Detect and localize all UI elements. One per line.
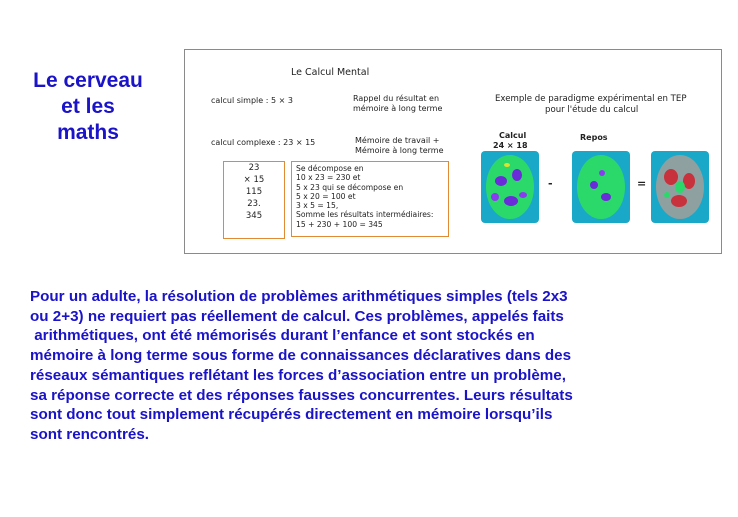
decomposition-line: Somme les résultats intermédiaires: <box>296 210 434 220</box>
recall-label-2: mémoire à long terme <box>353 104 443 113</box>
rest-scan-label: Repos <box>580 133 608 142</box>
decomposition-line: 3 x 5 = 15, <box>296 201 339 211</box>
calc-brain-scan-image <box>481 151 539 223</box>
multiplication-box <box>223 161 285 239</box>
decomposition-line: 15 + 230 + 100 = 345 <box>296 219 383 229</box>
paragraph-line: sont donc tout simplement récupérés directement en mémoire lorsqu’ils <box>30 406 553 424</box>
multiplication-line: 115 <box>245 187 263 197</box>
figure-heading: Le Calcul Mental <box>291 67 370 78</box>
paragraph-line: mémoire à long terme sous forme de connaissances déclaratives dans des <box>30 347 572 365</box>
minus-sign: - <box>548 177 553 190</box>
calc-scan-label-1: Calcul <box>499 131 527 140</box>
paragraph-line: sont rencontrés. <box>30 425 149 443</box>
simple-calc-label: calcul simple : 5 × 3 <box>211 96 293 105</box>
multiplication-line: 23. <box>247 199 261 209</box>
recall-label-1: Rappel du résultat en <box>353 94 440 103</box>
working-memory-label-2: Mémoire à long terme <box>355 146 444 155</box>
decomposition-line: 10 x 23 = 230 et <box>296 173 361 183</box>
decomposition-line: Se décompose en <box>296 164 364 173</box>
decomposition-line: 5 x 23 qui se décompose en <box>296 182 404 192</box>
paragraph-line: Pour un adulte, la résolution de problèmes arithmétiques simples (tels 2x3 <box>30 288 568 305</box>
multiplication-line: 23 <box>248 163 260 173</box>
working-memory-label-1: Mémoire de travail + <box>355 136 440 145</box>
body-paragraph <box>30 287 720 445</box>
calc-scan-label-2: 24 × 18 <box>493 141 528 150</box>
slide-title <box>18 68 158 146</box>
decomposition-line: 5 x 20 = 100 et <box>296 191 356 201</box>
mental-calculation-figure <box>184 49 722 254</box>
complex-calc-label: calcul complexe : 23 × 15 <box>211 138 316 147</box>
title-line: maths <box>57 121 119 144</box>
paragraph-line: arithmétiques, ont été mémorisés durant l’enfance et sont stockés en <box>30 327 535 345</box>
multiplication-line: × 15 <box>243 175 265 185</box>
paragraph-line: ou 2+3) ne requiert pas réellement de calcul. Ces problèmes, appelés faits <box>30 307 564 325</box>
tep-title-2: pour l'étude du calcul <box>545 105 639 115</box>
multiplication-line: 345 <box>245 211 263 221</box>
title-line: et les <box>61 95 115 118</box>
equals-sign: = <box>637 177 647 190</box>
paragraph-line: sa réponse correcte et des réponses fausses concurrentes. Leurs résultats <box>30 386 573 404</box>
difference-brain-scan-image <box>651 151 709 223</box>
tep-title-1: Exemple de paradigme expérimental en TEP <box>495 94 687 104</box>
paragraph-line: réseaux sémantiques reflétant les forces d’association entre un problème, <box>30 366 566 384</box>
rest-brain-scan-image <box>572 151 630 223</box>
decomposition-box <box>291 161 449 237</box>
title-line: Le cerveau <box>33 69 143 92</box>
